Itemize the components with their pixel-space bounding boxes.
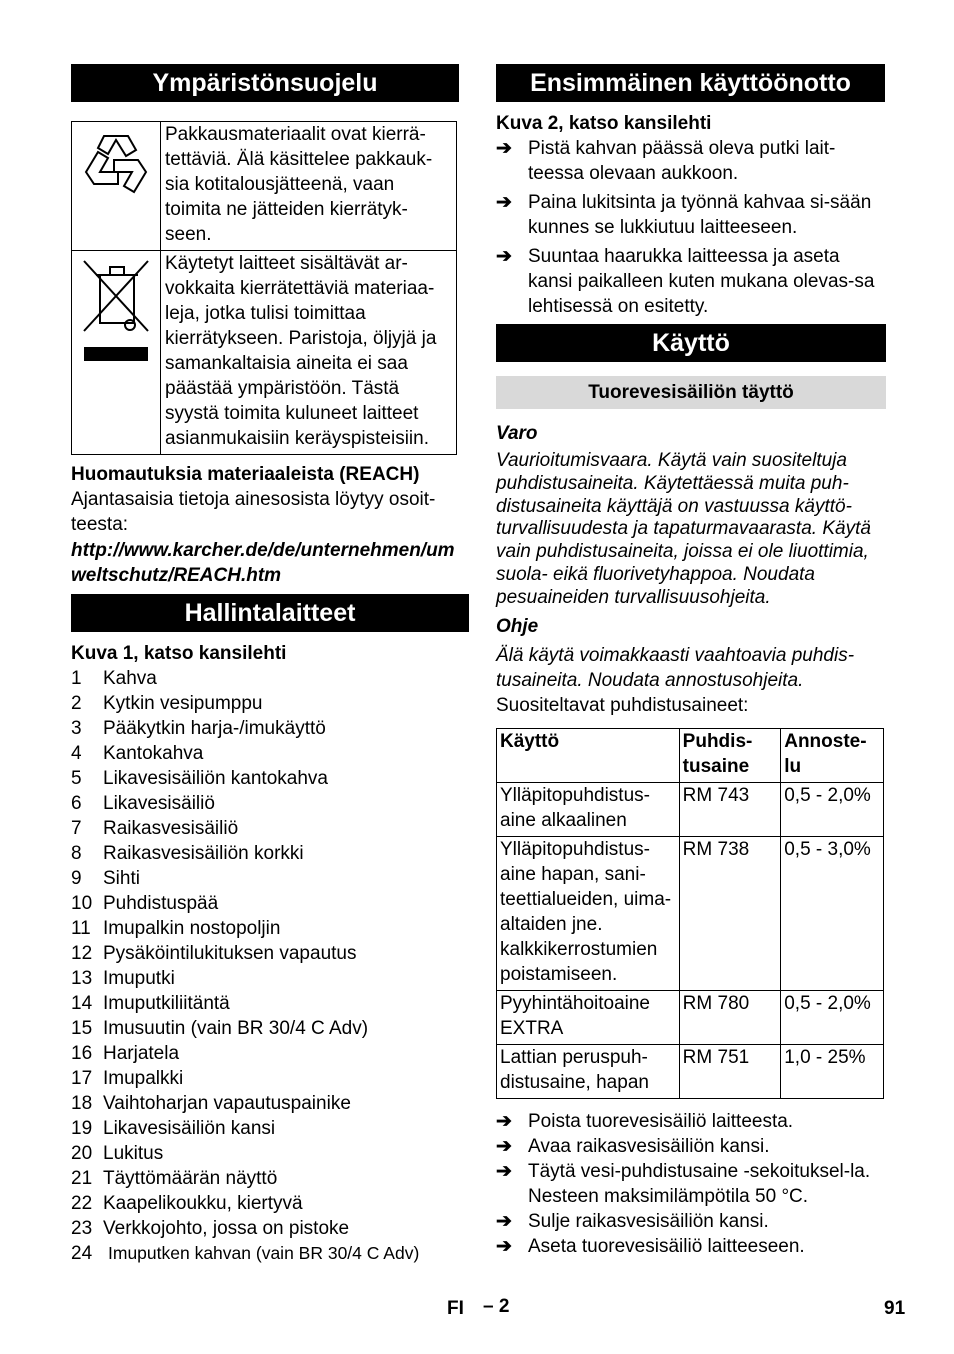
list-item-number: 8 [71,843,82,864]
section-title-environment: Ympäristönsuojelu [71,64,459,102]
table-header-use: Käyttö [497,729,680,783]
list-item-label: Likavesisäiliön kansi [103,1118,276,1139]
table-row [497,783,884,837]
list-item [71,1066,469,1091]
arrow-icon: ➔ [496,1111,512,1132]
step-item [496,1234,888,1259]
note-label: Ohje [496,616,539,637]
first-use-subheading: Kuva 2, katso kansilehti [496,113,712,134]
table-row [497,991,884,1045]
list-item [71,716,469,741]
reach-link[interactable]: http://www.karcher.de/de/unternehmen/umweltschutz/REACH.htm [71,540,455,586]
list-item-number: 18 [71,1093,93,1114]
table-cell: RM 751 [679,1045,781,1099]
list-item [71,1041,469,1066]
list-item-number: 14 [71,993,93,1014]
list-item-number: 22 [71,1193,93,1214]
table-cell: 1,0 - 25% [781,1045,884,1099]
step-text: Sulje raikasvesisäiliön kansi. [528,1211,769,1232]
list-item-label: Verkkojohto, jossa on pistoke [103,1218,350,1239]
list-item-label: Imupalkin nostopoljin [103,918,281,939]
list-item [71,991,469,1016]
caution-text: Vaurioitumisvaara. Käytä vain suositeltuja puhdistusaineita. Käytettäessä muita puh-distusaineita käyttäjä on vastuussa käyttö-turvallisuudesta ja tapaturmavaarasta. Käytä vain puhdistusaineita, joissa ei ole liuottimia, suola- eikä fluorivetyhappoa. Noudata pesuaineiden turvallisuusohjeita. [496,450,871,608]
list-item-label: Imuputki [103,968,175,989]
step-item [496,1209,888,1234]
list-item-number: 6 [71,793,82,814]
list-item-number: 16 [71,1043,93,1064]
list-item [71,941,469,966]
list-item-label: Likavesisäiliö [103,793,215,814]
section-title-first-use: Ensimmäinen käyttöönotto [496,64,885,102]
table-cell: RM 743 [679,783,781,837]
crossed-bin-icon-cell [72,251,161,455]
step-text: Avaa raikasvesisäiliön kansi. [528,1136,770,1157]
list-item-label: Harjatela [103,1043,180,1064]
list-item-number: 20 [71,1143,93,1164]
list-item-label: Raikasvesisäiliön korkki [103,843,304,864]
list-item-label: Imupalkki [103,1068,184,1089]
crossed-bin-icon [78,255,154,365]
env-row-weee [72,251,457,455]
table-header-row [497,729,884,783]
list-item [71,1091,469,1116]
footer-section: – 2 [483,1296,510,1317]
arrow-icon: ➔ [496,138,512,159]
table-cell: RM 738 [679,837,781,991]
env-text-recycle: Pakkausmateriaalit ovat kierrä-tettäviä. Älä käsittelee pakkauk-sia kotitalousjätteenä, vaan toimita ne jätteiden kierrätyk-seen. [161,122,457,251]
table-header-detergent: Puhdis-tusaine [679,729,781,783]
list-item [71,841,469,866]
step-item [496,1109,888,1134]
step-item [496,1159,888,1209]
list-item-number: 23 [71,1218,93,1239]
list-item [71,891,469,916]
list-item [71,1141,469,1166]
list-item-number: 15 [71,1018,93,1039]
list-item-number: 2 [71,693,82,714]
recycle-icon-cell [72,122,161,251]
footer-language: FI [447,1298,464,1319]
arrow-icon: ➔ [496,1236,512,1257]
step-item [496,244,888,319]
section-title-controls: Hallintalaitteet [71,594,469,632]
list-item [71,866,469,891]
table-cell: Ylläpitopuhdistus-aine alkaalinen [497,783,680,837]
table-cell: 0,5 - 2,0% [781,991,884,1045]
arrow-icon: ➔ [496,246,512,267]
list-item-label: Kahva [103,668,157,689]
list-item-label: Imuputkiliitäntä [103,993,230,1014]
step-item [496,1134,888,1159]
table-cell: 0,5 - 3,0% [781,837,884,991]
reach-text: Ajantasaisia tietoja ainesosista löytyy osoit-teesta: [71,489,436,535]
list-item-label: Pääkytkin harja-/imukäyttö [103,718,326,739]
table-header-dosage: Annoste-lu [781,729,884,783]
list-item-label: Lukitus [103,1143,164,1164]
table-row [497,837,884,991]
caution-label: Varo [496,423,538,444]
list-item [71,666,469,691]
list-item-label: Imuputken kahvan (vain BR 30/4 C Adv) [108,1243,420,1263]
list-item-label: Pysäköintilukituksen vapautus [103,943,357,964]
step-text: Paina lukitsinta ja työnnä kahvaa si-sään kunnes se lukkiutuu laitteeseen. [528,192,872,238]
list-item-number: 17 [71,1068,93,1089]
list-item [71,1241,469,1266]
list-item-number: 9 [71,868,82,889]
controls-list [71,666,469,1266]
section-title-use: Käyttö [496,324,886,362]
list-item [71,816,469,841]
env-text-weee: Käytetyt laitteet sisältävät ar-vokkaita kierrätettäviä materiaa-leja, jotka tulisi toimittaa kierrätykseen. Paristoja, öljyjä ja samankaltaisia aineita ei saa päästää ympäristöön. Tästä syystä toimita kuluneet laitteet asianmukaisiin keräyspisteisiin. [161,251,457,455]
list-item-number: 13 [71,968,93,989]
list-item-label: Kaapelikoukku, kiertyvä [103,1193,303,1214]
table-cell: RM 780 [679,991,781,1045]
step-item [496,136,888,186]
footer-page-number: 91 [884,1298,906,1319]
list-item-label: Sihti [103,868,140,889]
list-item-number: 11 [71,918,91,939]
step-text: Poista tuorevesisäiliö laitteesta. [528,1111,794,1132]
list-item [71,1216,469,1241]
table-cell: 0,5 - 2,0% [781,783,884,837]
list-item-label: Vaihtoharjan vapautuspainike [103,1093,351,1114]
list-item [71,691,469,716]
fill-steps [496,1109,888,1259]
list-item-number: 24 [71,1243,93,1264]
list-item [71,741,469,766]
first-use-steps [496,136,888,319]
list-item [71,1016,469,1041]
list-item [71,916,469,941]
recycle-icon [78,126,154,202]
step-text: Pistä kahvan päässä oleva putki lait-teessa olevaan aukkoon. [528,138,836,184]
list-item-label: Likavesisäiliön kantokahva [103,768,328,789]
step-text: Suuntaa haarukka laitteessa ja aseta kansi paikalleen kuten mukana olevas-sa lehtisessä on esitetty. [528,246,875,317]
list-item-label: Kytkin vesipumppu [103,693,263,714]
recommended-label: Suositeltavat puhdistusaineet: [496,695,749,716]
list-item [71,966,469,991]
env-row-recycle [72,122,457,251]
list-item-number: 1 [71,668,82,689]
list-item-number: 10 [71,893,93,914]
controls-subheading: Kuva 1, katso kansilehti [71,643,287,664]
list-item-label: Puhdistuspää [103,893,219,914]
list-item [71,1191,469,1216]
list-item-number: 3 [71,718,82,739]
table-cell: Ylläpitopuhdistus-aine hapan, sani-teettialueiden, uima-altaiden jne. kalkkikerrostumien poistamiseen. [497,837,680,991]
detergent-table [496,728,884,1099]
list-item-number: 5 [71,768,82,789]
list-item-number: 21 [71,1168,93,1189]
list-item [71,1116,469,1141]
list-item-label: Kantokahva [103,743,204,764]
table-cell: Pyyhintähoitoaine EXTRA [497,991,680,1045]
arrow-icon: ➔ [496,1161,512,1182]
arrow-icon: ➔ [496,1136,512,1157]
list-item [71,791,469,816]
arrow-icon: ➔ [496,1211,512,1232]
list-item [71,766,469,791]
reach-heading: Huomautuksia materiaaleista (REACH) [71,464,420,485]
arrow-icon: ➔ [496,192,512,213]
table-row [497,1045,884,1099]
list-item-label: Imusuutin (vain BR 30/4 C Adv) [103,1018,369,1039]
list-item-label: Täyttömäärän näyttö [103,1168,278,1189]
fill-subtitle: Tuorevesisäiliön täyttö [496,376,886,409]
list-item-number: 12 [71,943,93,964]
list-item-number: 4 [71,743,82,764]
list-item-label: Raikasvesisäiliö [103,818,239,839]
environment-table [71,121,457,455]
list-item [71,1166,469,1191]
note-text: Älä käytä voimakkaasti vaahtoavia puhdis-tusaineita. Noudata annostusohjeita. [496,645,855,691]
step-item [496,190,888,240]
list-item-number: 19 [71,1118,93,1139]
list-item-number: 7 [71,818,82,839]
table-cell: Lattian peruspuh-distusaine, hapan [497,1045,680,1099]
step-text: Aseta tuorevesisäiliö laitteeseen. [528,1236,805,1257]
step-text: Täytä vesi-puhdistusaine -sekoituksel-la. Nesteen maksimilämpötila 50 °C. [528,1161,871,1207]
